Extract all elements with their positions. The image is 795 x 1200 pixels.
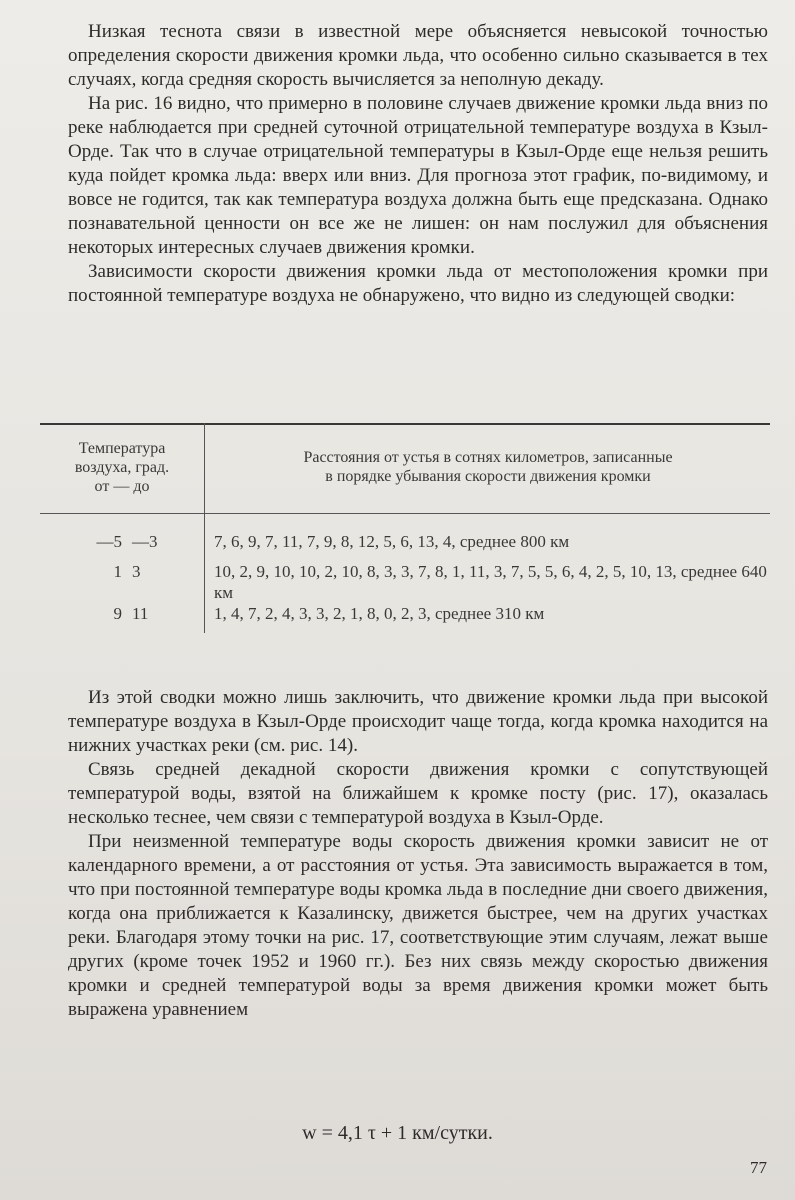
table-top-rule	[40, 423, 770, 425]
table-header-distances	[206, 448, 770, 486]
header-line: от — до	[94, 478, 150, 495]
paragraph: Из этой сводки можно лишь заключить, что движение кромки льда при высокой температуре воздуха в Кзыл-Орде происходит чаще тогда, когда кромка находится на нижних участках реки (см. рис. 14).	[68, 687, 768, 756]
table-header-temperature	[40, 439, 204, 496]
temp-to-cell: —3	[132, 532, 158, 551]
header-line: в порядке убывания скорости движения кромки	[325, 468, 651, 485]
text-block-bottom	[68, 686, 768, 1022]
header-line: воздуха, град.	[74, 459, 170, 476]
table-header-rule	[40, 513, 770, 514]
equation: w = 4,1 τ + 1 км/сутки.	[302, 1122, 493, 1144]
text-block-top	[68, 20, 768, 308]
paragraph: Низкая теснота связи в известной мере объясняется невысокой точностью определения скорости движения кромки льда, что особенно сильно сказывается в тех случаях, когда средняя скорость вычисляется за неполную декаду.	[68, 21, 768, 90]
temp-from-cell: —5	[96, 532, 122, 551]
temp-from-cell: 9	[113, 604, 122, 623]
summary-table	[40, 423, 770, 633]
header-line: Температура	[78, 440, 166, 457]
distances-cell: 1, 4, 7, 2, 4, 3, 3, 2, 1, 8, 0, 2, 3, среднее 310 км	[214, 604, 545, 623]
distances-cell: 10, 2, 9, 10, 10, 2, 10, 8, 3, 3, 7, 8, 1, 11, 3, 7, 5, 5, 6, 4, 2, 5, 10, 13, среднее 640 км	[214, 562, 767, 602]
temp-to-cell: 11	[132, 604, 149, 623]
temp-from-cell: 1	[113, 562, 122, 581]
table-column-divider	[204, 423, 205, 633]
distances-cell: 7, 6, 9, 7, 11, 7, 9, 8, 12, 5, 6, 13, 4, среднее 800 км	[214, 532, 570, 551]
header-line: Расстояния от устья в сотнях километров, записанные	[303, 449, 673, 466]
paragraph: При неизменной температуре воды скорость движения кромки зависит не от календарного времени, а от расстояния от устья. Эта зависимость выражается в том, что при постоянной температуре воды кромка льда в последние дни своего движения, когда она приближается к Казалинску, движется быстрее, чем на других участках реки. Благодаря этому точки на рис. 17, соответствующие этим случаям, лежат выше других (кроме точек 1952 и 1960 гг.). Без них связь между скоростью движения кромки и средней температурой воды за время движения кромки может быть выражена уравнением	[68, 831, 768, 1020]
temp-to-cell: 3	[132, 562, 141, 581]
page-number: 77	[750, 1158, 767, 1177]
paragraph: Зависимости скорости движения кромки льда от местоположения кромки при постоянной температуре воздуха не обнаружено, что видно из следующей сводки:	[68, 261, 768, 306]
paragraph: На рис. 16 видно, что примерно в половине случаев движение кромки льда вниз по реке наблюдается при средней суточной отрицательной температуре воздуха в Кзыл-Орде. Так что в случае отрицательной температуры в Кзыл-Орде еще нельзя решить куда пойдет кромка льда: вверх или вниз. Для прогноза этот график, по-видимому, и вовсе не годится, так как температура воздуха должна быть еще предсказана. Однако познавательной ценности он все же не лишен: он нам послужил для объяснения некоторых интересных случаев движения кромки.	[68, 93, 768, 258]
paragraph: Связь средней декадной скорости движения кромки с сопутствующей температурой воды, взятой на ближайшем к кромке посту (рис. 17), оказалась несколько теснее, чем связи с температурой воздуха в Кзыл-Орде.	[68, 759, 768, 828]
